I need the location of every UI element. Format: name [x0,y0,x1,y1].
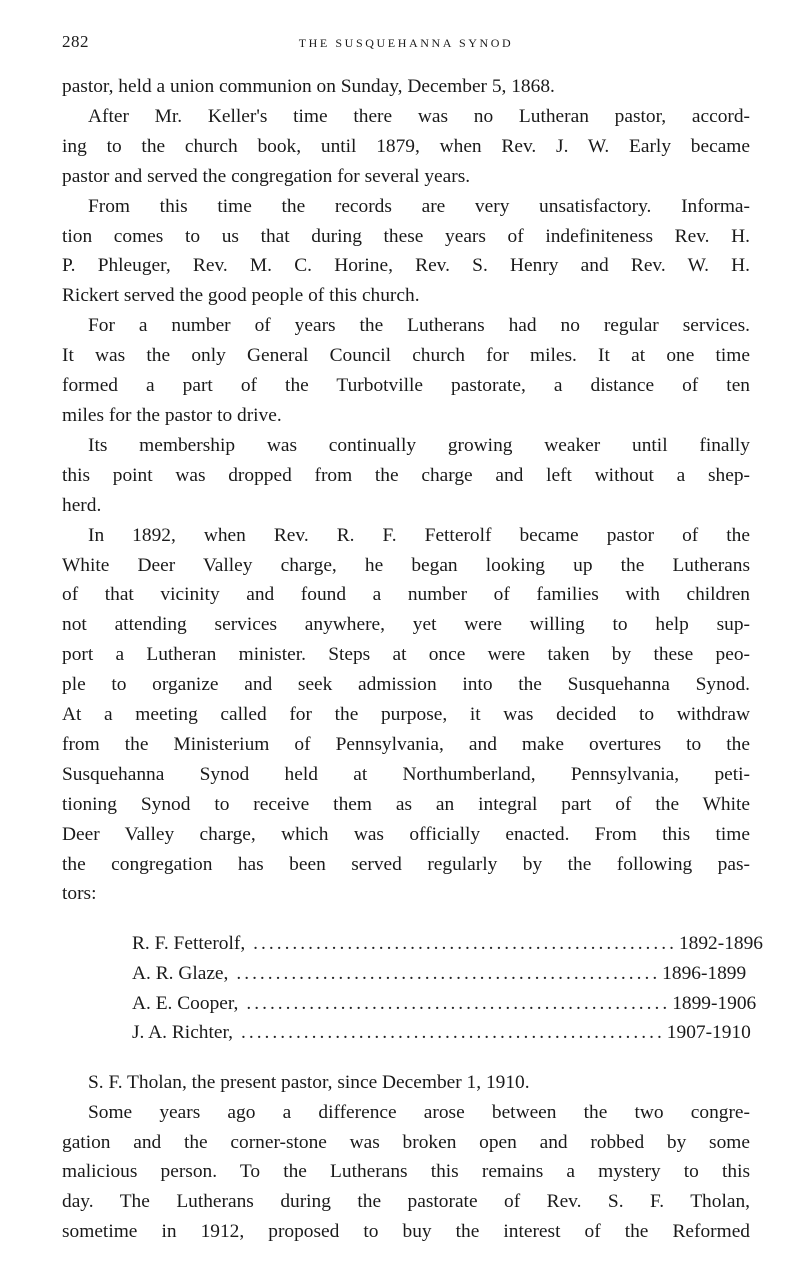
paragraph [62,192,750,312]
text-line: S. F. Tholan, the present pastor, since December 1, 1910. [88,1071,530,1093]
text-line: White Deer Valley charge, he began looking up the Lutherans [62,554,750,576]
text-line: ple to organize and seek admission into the Susquehanna Synod. [62,674,750,696]
dot-leader: ...................................................... [246,992,671,1014]
pastor-name: A. R. Glaze, [132,962,229,984]
text-line: this point was dropped from the charge and left without a shep- [62,464,750,486]
paragraph [62,1098,750,1248]
text-line: formed a part of the Turbotville pastorate, a distance of ten [62,375,750,397]
pastor-entry [132,989,757,1019]
text-line: Rickert served the good people of this church. [62,285,420,307]
paragraph [62,431,750,521]
pastor-years: 1907-1910 [666,1022,751,1044]
pastor-name: R. F. Fetterolf, [132,933,246,955]
running-title: THE SUSQUEHANNA SYNOD [298,36,514,50]
text-line: herd. [62,494,102,516]
pastor-entry [132,1018,751,1048]
text-line: malicious person. To the Lutherans this remains a mystery to this [62,1161,750,1183]
book-page [62,26,763,1247]
text-line: pastor, held a union communion on Sunday, December 5, 1868. [62,76,555,97]
pastor-entry [132,959,747,989]
text-line: the congregation has been served regularly by the following pas- [62,853,750,875]
text-line: After Mr. Keller's time there was no Lutheran pastor, accord- [88,105,750,127]
body-text [62,72,763,1247]
paragraphs-before-list [62,72,750,909]
paragraph [62,1068,750,1098]
text-line: It was the only General Council church for miles. It at one time [62,345,750,367]
page-number: 282 [62,32,89,51]
text-line: port a Lutheran minister. Steps at once were taken by these peo- [62,644,750,666]
pastor-name: A. E. Cooper, [132,992,239,1014]
text-line: P. Phleuger, Rev. M. C. Horine, Rev. S. Henry and Rev. W. H. [62,255,750,277]
pastor-name: J. A. Richter, [132,1022,234,1044]
text-line: Susquehanna Synod held at Northumberland, Pennsylvania, peti- [62,763,750,785]
text-line: tors: [62,883,97,905]
text-line: pastor and served the congregation for several years. [62,165,471,187]
page-header [62,26,750,56]
paragraph [62,311,750,431]
text-line: of that vicinity and found a number of families with children [62,584,750,606]
text-line: Its membership was continually growing weaker until finally [88,434,750,456]
text-line: In 1892, when Rev. R. F. Fetterolf became pastor of the [88,524,750,546]
text-line: not attending services anywhere, yet were willing to help sup- [62,614,750,636]
dot-leader: ...................................................... [241,1022,665,1044]
paragraph [62,72,750,102]
text-line: from the Ministerium of Pennsylvania, and make overtures to the [62,733,750,755]
text-line: ing to the church book, until 1879, when Rev. J. W. Early became [62,135,750,157]
paragraph [62,521,750,910]
pastor-list [132,929,763,1047]
text-line: At a meeting called for the purpose, it was decided to withdraw [62,704,750,726]
text-line: From this time the records are very unsatisfactory. Informa- [88,195,750,217]
text-line: gation and the corner-stone was broken open and robbed by some [62,1131,750,1153]
text-line: day. The Lutherans during the pastorate of Rev. S. F. Tholan, [62,1191,750,1213]
text-line: Deer Valley charge, which was officially enacted. From this time [62,823,750,845]
text-line: tion comes to us that during these years of indefiniteness Rev. H. [62,225,750,247]
paragraphs-after-list [62,1068,750,1247]
text-line: Some years ago a difference arose between the two congre- [88,1101,750,1123]
paragraph [62,102,750,192]
pastor-years: 1899-1906 [672,992,757,1014]
text-line: tioning Synod to receive them as an integral part of the White [62,793,750,815]
dot-leader: ...................................................... [236,962,661,984]
dot-leader: ...................................................... [253,933,677,955]
pastor-entry [132,929,763,959]
pastor-years: 1896-1899 [662,962,747,984]
text-line: For a number of years the Lutherans had no regular services. [88,315,750,337]
pastor-years: 1892-1896 [678,933,763,955]
text-line: miles for the pastor to drive. [62,404,282,426]
text-line: sometime in 1912, proposed to buy the interest of the Reformed [62,1221,750,1243]
